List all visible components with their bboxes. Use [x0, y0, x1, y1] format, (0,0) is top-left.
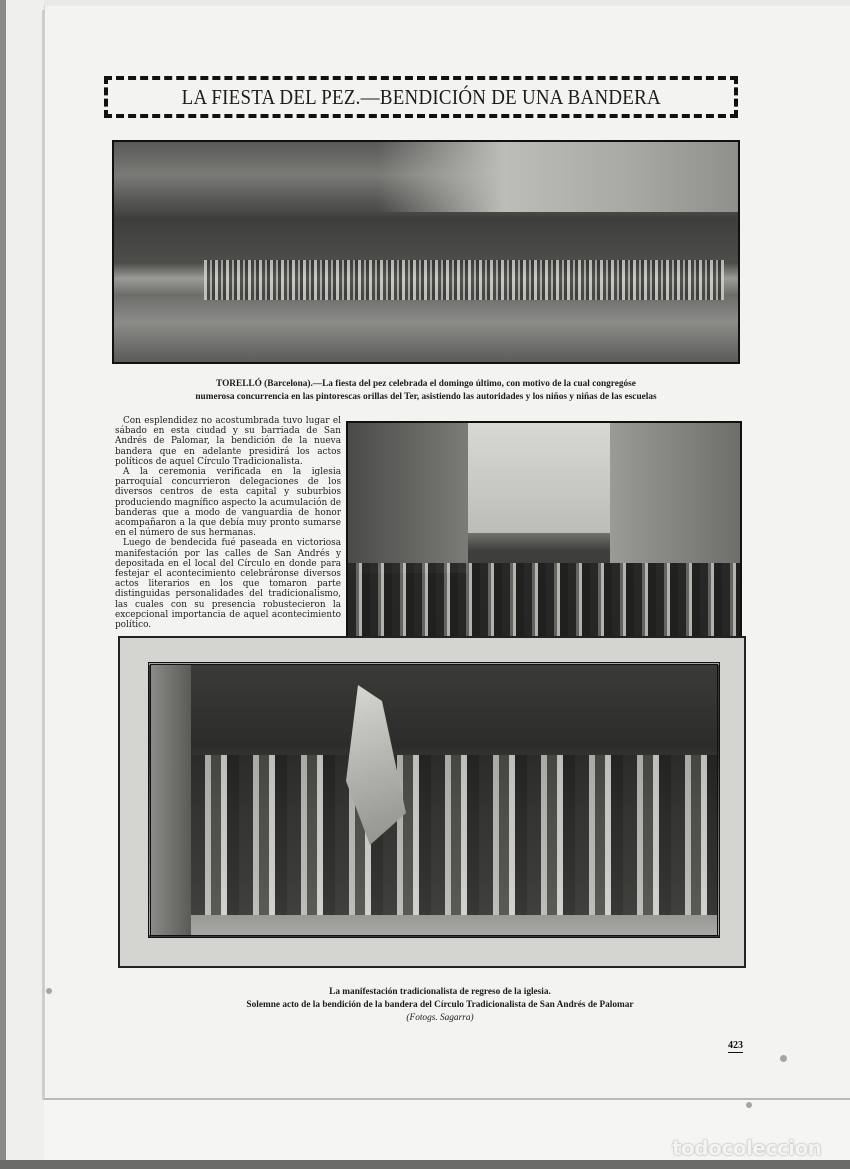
- photo-building-left: [348, 423, 468, 573]
- scan-footer-bar: [0, 1160, 850, 1169]
- binding-line: [42, 10, 44, 1100]
- caption-street: La manifestación tradicionalista de regreso de la iglesia.: [329, 987, 551, 997]
- article-paragraph: Con esplendidez no acostumbrada tuvo lugar el sábado en esta ciudad y su barriada de San Andrés de Palomar, la bendición de la nueva bandera que en adelante presidirá los actos políticos de aquel Círculo Tradicionalista.: [115, 416, 341, 467]
- stain-spot: [746, 1102, 752, 1108]
- photo-credit: (Fotogs. Sagarra): [406, 1013, 474, 1023]
- caption-bottom: [130, 986, 750, 1025]
- page-number: 423: [728, 1040, 743, 1051]
- photo-church-blessing: [148, 662, 720, 938]
- article-paragraph: A la ceremonia verificada en la iglesia parroquial concurrieron delegaciones de los diversos centros de esta capital y suburbios produciendo magnífico aspecto la acumulación de banderas que a modo de vanguardia de honor acompañaron a la que debía muy pronto sumarse en el número de sus hermanas.: [115, 467, 341, 539]
- photo-cliff: [378, 142, 738, 212]
- stain-spot: [46, 988, 52, 994]
- page-margin-strip: [6, 0, 44, 1169]
- article-paragraph: Luego de bendecida fué paseada en victoriosa manifestación por las calles de San Andrés y depositada en el local del Círculo en donde para festejar el acontecimiento celebráronse diversos actos literarios en los que tomaron parte distinguidas personalidades del tradicionalismo, las cuales con su presencia robustecieron la excepcional importancia de aquel acontecimiento político.: [115, 538, 341, 631]
- caption-river: [112, 378, 740, 404]
- photo-building-right: [610, 423, 740, 563]
- page-title: LA FIESTA DEL PEZ.—BENDICIÓN DE UNA BANDERA: [181, 84, 661, 109]
- headline-box: [104, 76, 738, 118]
- watermark: todocoleccion: [672, 1136, 822, 1160]
- caption-church: Solemne acto de la bendición de la bandera del Círculo Tradicionalista de San Andrés de Palomar: [246, 1000, 634, 1010]
- photo-sky: [468, 423, 628, 533]
- photo-river-festival: [112, 140, 740, 364]
- article-text: [115, 416, 341, 630]
- photo-street-procession: [346, 421, 742, 657]
- photo-people: [191, 755, 720, 915]
- stain-spot: [780, 1055, 787, 1062]
- caption-line: numerosa concurrencia en las pintorescas orillas del Ter, asistiendo las autoridades y los niños y niñas de las escuelas: [195, 392, 657, 402]
- photo-crowd: [204, 260, 724, 300]
- caption-line: TORELLÓ (Barcelona).—La fiesta del pez celebrada el domingo último, con motivo de la cual congregóse: [216, 379, 636, 389]
- photo-pillar: [151, 665, 191, 935]
